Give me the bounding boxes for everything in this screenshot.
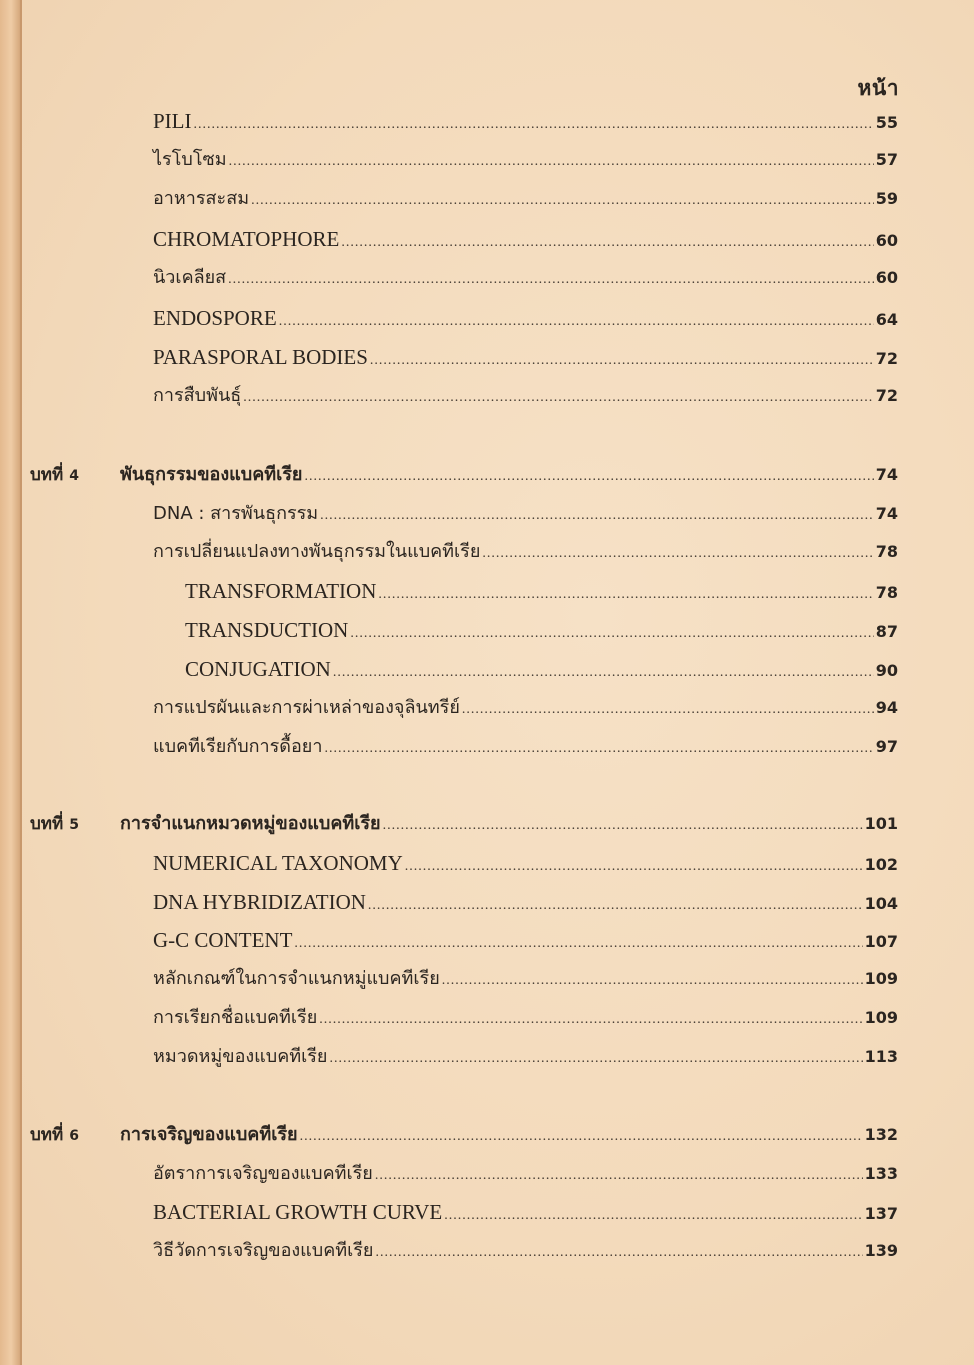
toc-entry-title: การเจริญของแบคทีเรีย: [120, 1124, 298, 1145]
toc-entry-row: [153, 342, 898, 372]
toc-entry-title: TRANSDUCTION: [185, 618, 349, 642]
dot-leader: [251, 186, 874, 216]
toc-page-number: 139: [864, 1241, 898, 1260]
toc-entry-title: NUMERICAL TAXONOMY: [153, 851, 403, 875]
toc-entry-title: วิธีวัดการเจริญของแบคทีเรีย: [153, 1240, 374, 1261]
toc-entry-title: การเปลี่ยนแปลงทางพันธุกรรมในแบคทีเรีย: [153, 541, 481, 562]
dot-leader: [375, 1238, 862, 1268]
dot-leader: [378, 580, 873, 610]
toc-page-number: 87: [875, 622, 898, 641]
toc-page-number: 60: [875, 231, 898, 250]
toc-entry-row: [153, 499, 898, 529]
toc-entry-title: DNA : สารพันธุกรรม: [153, 503, 319, 524]
toc-entry-title: การจำแนกหมวดหมู่ของแบคทีเรีย: [120, 813, 381, 834]
toc-entry-title: พันธุกรรมของแบคทีเรีย: [120, 464, 303, 485]
chapter-number: 6: [69, 1128, 79, 1144]
dot-leader: [375, 1161, 863, 1191]
toc-entry-row: [153, 925, 898, 955]
toc-page-number: 72: [875, 386, 898, 405]
toc-entry-title: อาหารสะสม: [153, 188, 250, 209]
toc-page-number: 107: [864, 932, 898, 951]
toc-entry-row: [153, 1159, 898, 1189]
toc-entry-row: [153, 964, 898, 994]
chapter-word: บทที่: [30, 1125, 64, 1145]
toc-entry-title: การสืบพันธุ์: [153, 385, 242, 406]
toc-entry-row: [153, 732, 898, 762]
toc-page-number: 109: [864, 1008, 898, 1027]
chapter-label: [30, 460, 79, 491]
dot-leader: [333, 658, 874, 688]
toc-entry-row: [185, 576, 898, 606]
dot-leader: [279, 307, 874, 337]
dot-leader: [350, 619, 873, 649]
toc-page-number: 132: [864, 1125, 898, 1144]
dot-leader: [444, 1201, 862, 1231]
dot-leader: [442, 966, 863, 996]
toc-entry-row: [153, 1003, 898, 1033]
toc-entry-title: การเรียกชื่อแบคทีเรีย: [153, 1007, 318, 1028]
toc-page-number: 104: [864, 894, 898, 913]
table-of-contents-page: [22, 0, 974, 1365]
toc-entry-title: แบคทีเรียกับการดื้อยา: [153, 736, 323, 757]
dot-leader: [368, 891, 863, 921]
dot-leader: [370, 346, 874, 376]
toc-page-number: 113: [864, 1047, 898, 1066]
dot-leader: [405, 852, 863, 882]
toc-page-number: 102: [864, 855, 898, 874]
toc-page-number: 72: [875, 349, 898, 368]
chapter-word: บทที่: [30, 465, 64, 485]
toc-entry-title: CONJUGATION: [185, 657, 331, 681]
toc-page-number: 74: [875, 504, 898, 523]
toc-entry-row: [153, 145, 898, 175]
toc-entry-title: TRANSFORMATION: [185, 579, 377, 603]
toc-entry-title: หมวดหมู่ของแบคทีเรีย: [153, 1046, 328, 1067]
toc-page-number: 59: [875, 189, 898, 208]
dot-leader: [324, 734, 873, 764]
toc-chapter-row: [120, 460, 898, 490]
toc-page-number: 78: [875, 542, 898, 561]
toc-chapter-row: [120, 1120, 898, 1150]
chapter-label: [30, 809, 79, 840]
toc-page-number: 137: [864, 1204, 898, 1223]
toc-entry-title: PILI: [153, 109, 192, 133]
chapter-number: 4: [69, 468, 79, 484]
dot-leader: [194, 110, 874, 140]
toc-page-number: 60: [875, 268, 898, 287]
toc-page-number: 57: [875, 150, 898, 169]
chapter-word: บทที่: [30, 814, 64, 834]
toc-entry-title: DNA HYBRIDIZATION: [153, 890, 366, 914]
toc-page-number: 74: [875, 465, 898, 484]
toc-entry-row: [153, 887, 898, 917]
toc-entry-title: BACTERIAL GROWTH CURVE: [153, 1200, 443, 1224]
page-column-header: หน้า: [857, 76, 899, 100]
dot-leader: [300, 1122, 863, 1152]
dot-leader: [304, 462, 873, 492]
toc-page-number: 78: [875, 583, 898, 602]
toc-entry-title: การแปรผันและการผ่าเหล่าของจุลินทรีย์: [153, 697, 460, 718]
dot-leader: [243, 383, 873, 413]
toc-entry-row: [153, 848, 898, 878]
dot-leader: [229, 147, 874, 177]
toc-entry-title: PARASPORAL BODIES: [153, 345, 368, 369]
toc-entry-row: [185, 654, 898, 684]
dot-leader: [320, 501, 874, 531]
dot-leader: [482, 539, 873, 569]
toc-entry-row: [153, 263, 898, 293]
toc-page-number: 133: [864, 1164, 898, 1183]
toc-page-number: 94: [875, 698, 898, 717]
toc-entry-title: ไรโบโซม: [153, 149, 227, 170]
dot-leader: [329, 1044, 862, 1074]
chapter-label: [30, 1120, 79, 1151]
toc-entry-row: [153, 381, 898, 411]
dot-leader: [294, 929, 862, 959]
toc-entry-row: [153, 184, 898, 214]
dot-leader: [319, 1005, 862, 1035]
toc-page-number: 109: [864, 969, 898, 988]
toc-page-number: 55: [875, 113, 898, 132]
toc-entry-title: หลักเกณฑ์ในการจำแนกหมู่แบคทีเรีย: [153, 968, 440, 989]
toc-entry-title: G-C CONTENT: [153, 928, 293, 952]
toc-entry-row: [153, 303, 898, 333]
toc-entry-title: นิวเคลียส: [153, 267, 227, 288]
toc-entry-title: ENDOSPORE: [153, 306, 277, 330]
dot-leader: [228, 265, 874, 295]
dot-leader: [462, 695, 874, 725]
toc-entry-row: [153, 1042, 898, 1072]
toc-entry-row: [153, 1236, 898, 1266]
toc-entry-row: [153, 224, 898, 254]
toc-entry-title: อัตราการเจริญของแบคทีเรีย: [153, 1163, 373, 1184]
toc-entry-row: [153, 106, 898, 136]
toc-entry-row: [153, 693, 898, 723]
toc-entry-title: CHROMATOPHORE: [153, 227, 340, 251]
dot-leader: [383, 811, 863, 841]
dot-leader: [341, 228, 873, 258]
toc-entry-row: [185, 615, 898, 645]
toc-page-number: 97: [875, 737, 898, 756]
toc-chapter-row: [120, 809, 898, 839]
toc-page-number: 64: [875, 310, 898, 329]
toc-page-number: 101: [864, 814, 898, 833]
book-spine: [0, 0, 22, 1365]
toc-page-number: 90: [875, 661, 898, 680]
toc-entry-row: [153, 537, 898, 567]
chapter-number: 5: [69, 817, 79, 833]
toc-entry-row: [153, 1197, 898, 1227]
